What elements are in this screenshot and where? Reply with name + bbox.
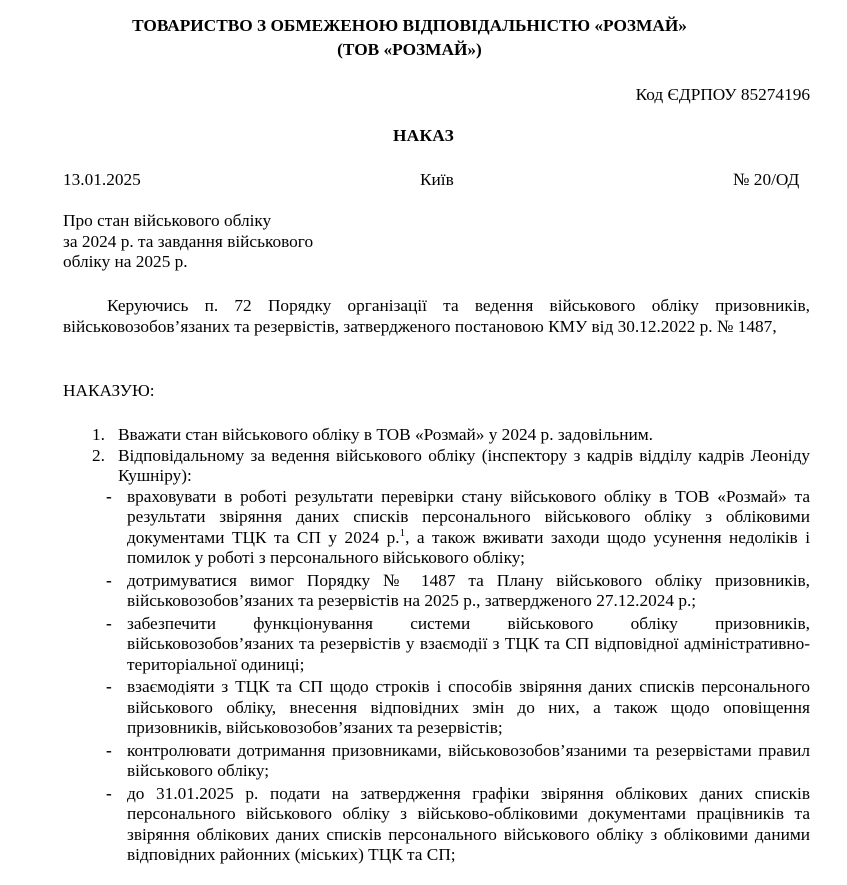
sub-item [63,677,810,739]
dash-bullet: - [106,570,112,590]
edrpou-code: Код ЄДРПОУ 85274196 [635,85,810,104]
sub-item [63,784,810,866]
organization-name: ТОВАРИСТВО З ОБМЕЖЕНОЮ ВІДПОВІДАЛЬНІСТЮ «РОЗМАЙ» [132,16,687,35]
order-items-list [63,425,810,868]
sub-item-text: враховувати в роботі результати перевірки стану військового обліку в ТОВ «Розмай» та результати звіряння даних списків персонального військового обліку з обліковими документами ТЦК та СП у 2024 р. [127,486,810,547]
footnote-marker[interactable]: 1 [399,526,406,539]
item-text: Відповідальному за ведення військового обліку (інспектору з кадрів відділу кадрів Леоніду Кушніру): [118,445,810,485]
subject-line: Про стан військового обліку [63,211,272,230]
item-text: Вважати стан військового обліку в ТОВ «Розмай» у 2024 р. задовільним. [118,425,653,444]
subitems-list [106,486,810,866]
order-subject [63,211,393,273]
order-date: 13.01.2025 [63,170,141,189]
order-item [63,446,810,866]
dash-bullet: - [106,613,112,633]
sub-item [63,741,810,782]
order-number: № 20/ОД [733,170,800,189]
sub-item [63,614,810,676]
organization-short-name: (ТОВ «РОЗМАЙ») [337,40,482,59]
sub-item-text: забезпечити функціонування системи військового обліку призовників, військовозобов’язаних та резервістів у взаємодії з ТЦК та СП відповідної адміністративно-територіальної одиниці; [127,613,810,674]
order-city: Київ [420,170,454,189]
preamble-paragraph: Керуючись п. 72 Порядку організації та ведення військового обліку призовників, військовозобов’язаних та резервістів, затвердженого постановою КМУ від 30.12.2022 р. № 1487, [63,296,810,336]
dash-bullet: - [106,486,112,506]
sub-item-text-continued: , а також вживати заходи щодо усунення недоліків і помилок у роботі з персонального військового обліку; [127,527,810,567]
subject-line: обліку на 2025 р. [63,252,188,271]
order-title: НАКАЗ [392,126,455,145]
sub-item-text: дотримуватися вимог Порядку № 1487 та Плану військового обліку призовників, військовозобов’язаних та резервістів на 2025 р., затвердженого 27.12.2024 р.; [127,570,810,610]
dash-bullet: - [106,677,112,696]
dash-bullet: - [106,740,112,760]
item-number: 2. [92,445,105,465]
sub-item-text: взаємодіяти з ТЦК та СП щодо строків і способів звіряння даних списків персонального військового обліку, внесення відповідних змін до них, а також щодо оповіщення призовників, військовозобов’язаних та резервістів; [127,677,810,737]
item-number: 1. [92,425,105,444]
order-directive-word: НАКАЗУЮ: [63,381,155,400]
order-item [63,425,810,446]
sub-item [63,571,810,612]
sub-item-text: до 31.01.2025 р. подати на затвердження графіки звіряння облікових даних списків персонального військового обліку з військово-обліковими документами працівників та звіряння облікових даних списків персонального військового обліку з обліковими даними відповідних районних (міських) ТЦК та СП; [127,783,810,864]
sub-item-text: контролювати дотримання призовниками, військовозобов’язаними та резервістами правил військового обліку; [127,740,810,780]
subject-line: за 2024 р. та завдання військового [63,231,314,251]
dash-bullet: - [106,783,112,803]
sub-item [63,487,810,569]
